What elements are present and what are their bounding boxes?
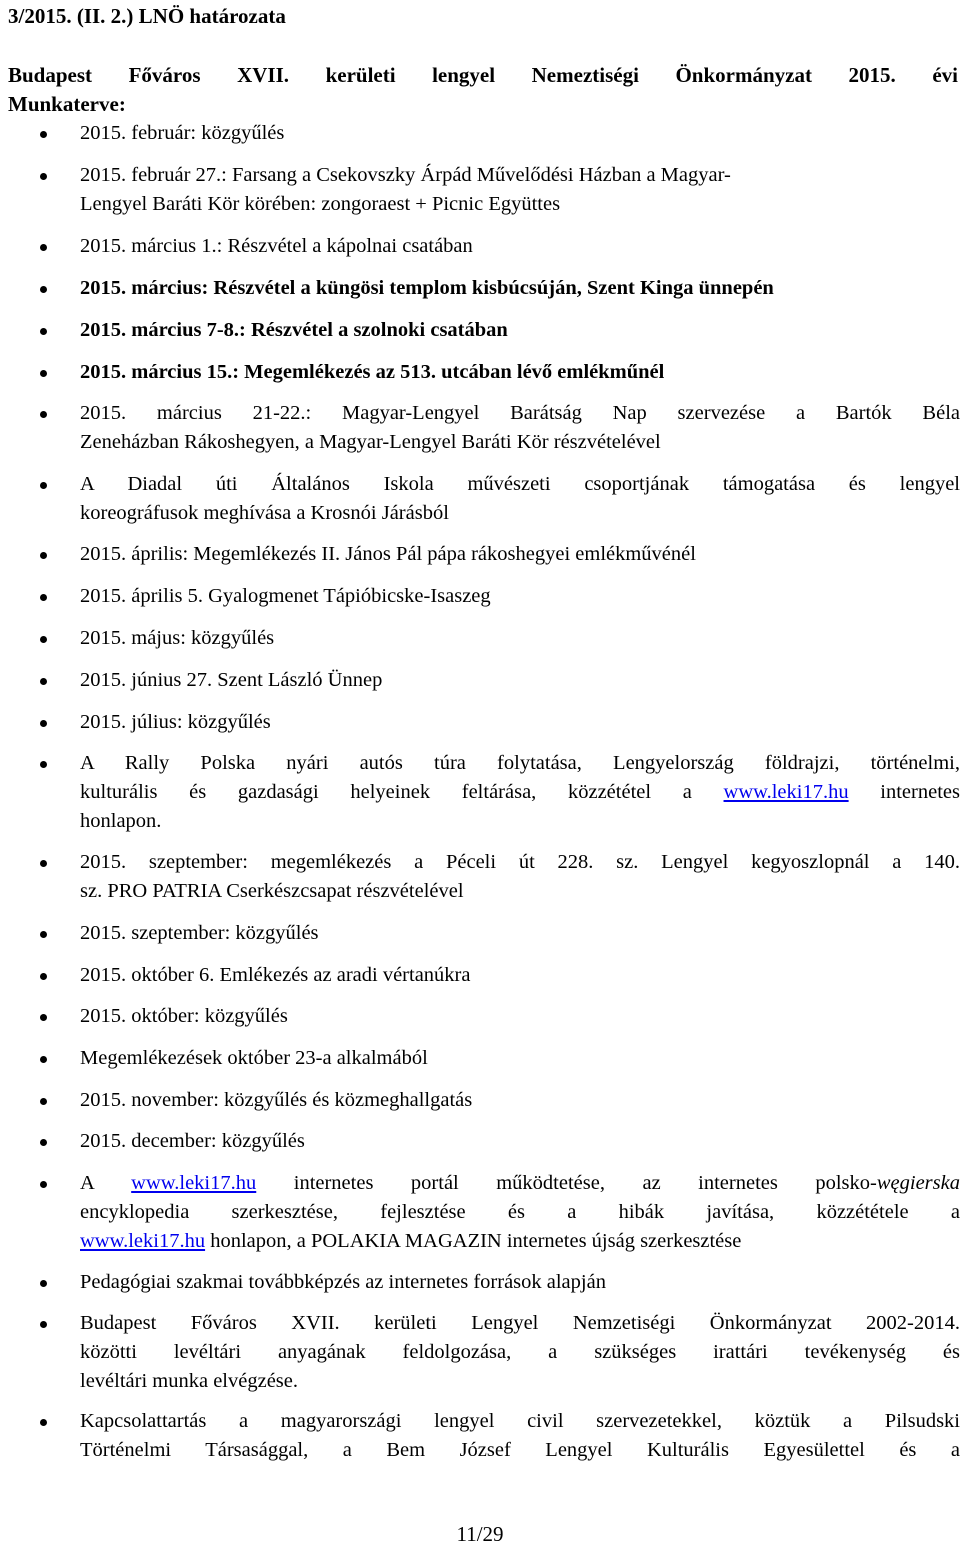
list-item: A Diadal úti Általános Iskola művészeti csoportjának támogatása és lengyel koreográfusok meghívása a Krosnói Járásból	[80, 473, 960, 524]
list-item: 2015. február 27.: Farsang a Csekovszky Árpád Művelődési Házban a Magyar- Lengyel Baráti Kör körében: zongoraest + Picnic Együttes	[80, 164, 731, 215]
page-number: 11/29	[456, 1522, 504, 1546]
bullet-icon	[40, 973, 47, 980]
bullet-icon	[40, 286, 47, 293]
heading-word: XVII.	[237, 63, 290, 87]
list-item: Kapcsolattartás a magyarországi lengyel civil szervezetekkel, köztük a Pilsudski Történelmi Társasággal, a Bem József Lengyel Kulturális Egyesülettel és a	[80, 1410, 960, 1461]
bullet-icon	[40, 1181, 47, 1188]
list-item: 2015. február: közgyűlés	[80, 122, 285, 144]
bullet-icon	[40, 173, 47, 180]
list-item: 2015. október 6. Emlékezés az aradi vértanúkra	[80, 964, 471, 986]
bullet-icon	[40, 1321, 47, 1328]
bullet-icon	[40, 482, 47, 489]
bullet-icon	[40, 594, 47, 601]
bullet-icon	[40, 761, 47, 768]
list-item: 2015. november: közgyűlés és közmeghallgatás	[80, 1089, 473, 1111]
work-plan-heading-line1	[8, 61, 958, 90]
bullet-icon	[40, 370, 47, 377]
work-plan-heading-line2: Munkaterve:	[8, 92, 126, 116]
bullet-icon	[40, 860, 47, 867]
heading-word: lengyel	[432, 63, 496, 87]
heading-word: 2015.	[848, 63, 896, 87]
heading-word: Főváros	[128, 63, 201, 87]
bullet-icon	[40, 244, 47, 251]
list-item: 2015. december: közgyűlés	[80, 1130, 305, 1152]
bullet-icon	[40, 1280, 47, 1287]
bullet-icon	[40, 328, 47, 335]
list-item: 2015. szeptember: közgyűlés	[80, 922, 319, 944]
list-item: 2015. március 1.: Részvétel a kápolnai csatában	[80, 235, 473, 257]
list-item: 2015. március 15.: Megemlékezés az 513. utcában lévő emlékműnél	[80, 361, 665, 383]
bullet-icon	[40, 552, 47, 559]
bullet-icon	[40, 720, 47, 727]
bullet-icon	[40, 678, 47, 685]
heading-word: kerületi	[325, 63, 396, 87]
resolution-title: 3/2015. (II. 2.) LNÖ határozata	[8, 4, 286, 28]
heading-word: Nemeztiségi	[531, 63, 639, 87]
list-item: 2015. április: Megemlékezés II. János Pál pápa rákoshegyei emlékművénél	[80, 543, 696, 565]
bullet-icon	[40, 131, 47, 138]
work-plan-heading	[8, 61, 958, 119]
leki17-link[interactable]: www.leki17.hu	[723, 781, 849, 803]
list-item: A Rally Polska nyári autós túra folytatása, Lengyelország földrajzi, történelmi, kulturális és gazdasági helyeinek feltárása, közzététel a www.leki17.hu internetes honlapon.	[80, 752, 960, 832]
bullet-icon	[40, 1139, 47, 1146]
list-item: 2015. július: közgyűlés	[80, 711, 271, 733]
list-item: 2015. március 21-22.: Magyar-Lengyel Barátság Nap szervezése a Bartók Béla Zeneházban Rákoshegyen, a Magyar-Lengyel Baráti Kör részvételével	[80, 402, 960, 453]
bullet-icon	[40, 1014, 47, 1021]
heading-word: Önkormányzat	[675, 63, 812, 87]
list-item: 2015. április 5. Gyalogmenet Tápióbicske-Isaszeg	[80, 585, 491, 607]
bullet-icon	[40, 1098, 47, 1105]
bullet-icon	[40, 411, 47, 418]
list-item: 2015. március 7-8.: Részvétel a szolnoki csatában	[80, 319, 508, 341]
list-item: Megemlékezések október 23-a alkalmából	[80, 1047, 428, 1069]
list-item: Budapest Főváros XVII. kerületi Lengyel Nemzetiségi Önkormányzat 2002-2014. közötti levéltári anyagának feldolgozása, a szükséges irattári tevékenység és levéltári munka elvégzése.	[80, 1312, 960, 1392]
bullet-icon	[40, 1056, 47, 1063]
leki17-link[interactable]: www.leki17.hu	[131, 1172, 257, 1194]
heading-word: Budapest	[8, 63, 93, 87]
heading-word: évi	[932, 63, 958, 87]
list-item: 2015. szeptember: megemlékezés a Péceli út 228. sz. Lengyel kegyoszlopnál a 140. sz. PRO PATRIA Cserkészcsapat részvételével	[80, 851, 960, 902]
list-item: A www.leki17.hu internetes portál működtetése, az internetes polsko-węgierska encyklopedia szerkesztése, fejlesztése és a hibák javítása, közzététele a www.leki17.hu honlapon, a POLAKIA MAGAZIN internetes újság szerkesztése	[80, 1172, 960, 1252]
list-item: 2015. május: közgyűlés	[80, 627, 275, 649]
list-item: 2015. március: Részvétel a küngösi templom kisbúcsúján, Szent Kinga ünnepén	[80, 277, 774, 299]
list-item: Pedagógiai szakmai továbbképzés az internetes források alapján	[80, 1271, 606, 1293]
list-item: 2015. június 27. Szent László Ünnep	[80, 669, 383, 691]
bullet-icon	[40, 636, 47, 643]
list-item: 2015. október: közgyűlés	[80, 1005, 288, 1027]
bullet-icon	[40, 1419, 47, 1426]
leki17-link[interactable]: www.leki17.hu	[80, 1230, 206, 1252]
bullet-icon	[40, 931, 47, 938]
